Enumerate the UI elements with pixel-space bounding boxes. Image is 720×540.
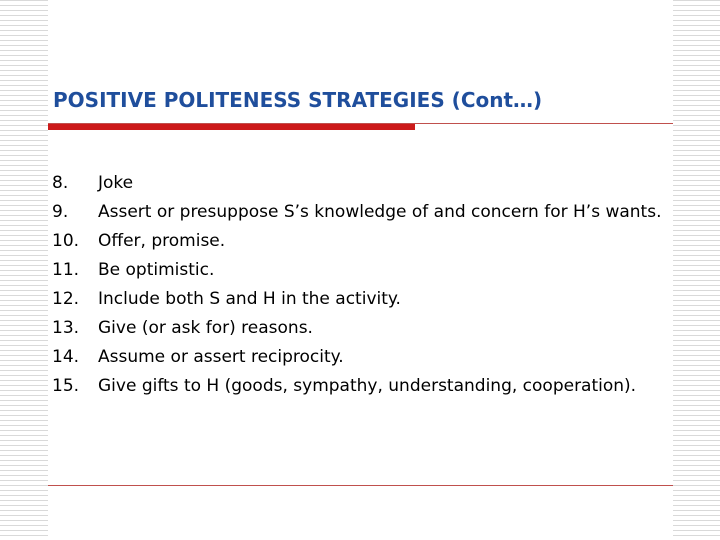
- list-item: [52, 374, 667, 398]
- slide-title: POSITIVE POLITENESS STRATEGIES (Cont…): [53, 88, 543, 112]
- strategy-list: [52, 171, 667, 403]
- item-text: Assert or presuppose S’s knowledge of and concern for H’s wants.: [98, 202, 662, 222]
- list-item: [52, 171, 667, 195]
- item-text: Assume or assert reciprocity.: [98, 347, 344, 367]
- item-number: 8.: [52, 173, 69, 193]
- item-text: Give gifts to H (goods, sympathy, understanding, cooperation).: [98, 376, 637, 396]
- item-number: 9.: [52, 202, 69, 222]
- item-number: 10.: [52, 231, 80, 251]
- list-item: [52, 287, 667, 311]
- list-item: [52, 258, 667, 282]
- item-number: 14.: [52, 347, 80, 367]
- list-item: [52, 316, 667, 340]
- item-text: Be optimistic.: [98, 260, 215, 280]
- list-item: [52, 229, 667, 253]
- item-text: Give (or ask for) reasons.: [98, 318, 313, 338]
- item-text: Offer, promise.: [98, 231, 226, 251]
- item-number: 13.: [52, 318, 80, 338]
- item-number: 15.: [52, 376, 80, 396]
- footer-divider-line: [48, 485, 673, 486]
- title-accent-bar: [48, 124, 415, 130]
- item-number: 12.: [52, 289, 80, 309]
- item-text: Joke: [98, 173, 134, 193]
- item-text: Include both S and H in the activity.: [98, 289, 401, 309]
- list-item: [52, 200, 667, 224]
- item-number: 11.: [52, 260, 80, 280]
- list-item: [52, 345, 667, 369]
